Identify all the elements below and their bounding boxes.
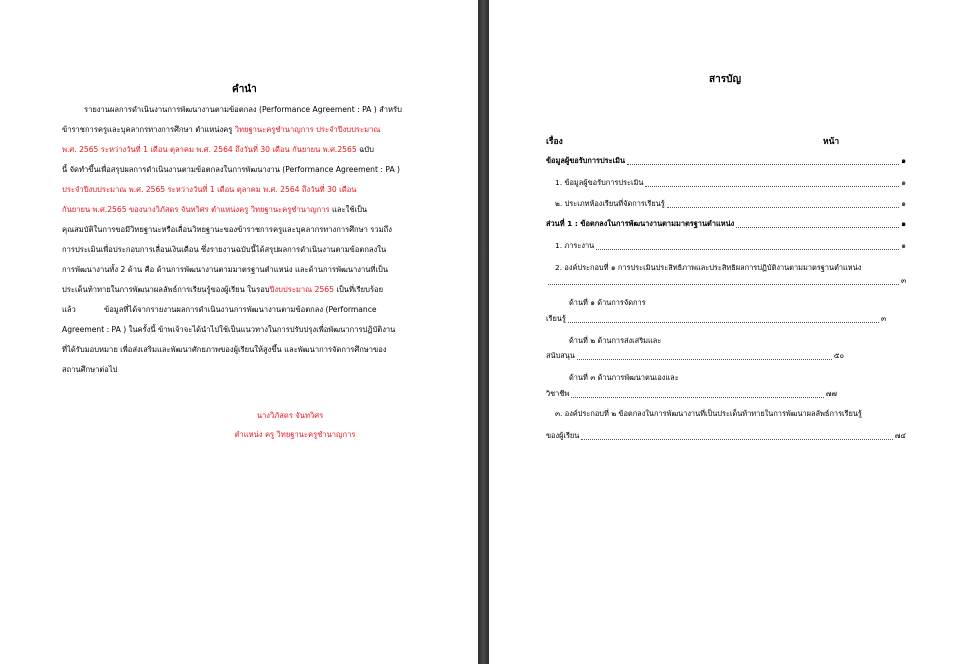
toc-page-number: ๑ <box>901 241 906 250</box>
toc-page <box>489 0 960 664</box>
toc-leader-dots <box>577 358 832 360</box>
toc-leader-dots <box>571 396 824 398</box>
body-text: แล้ว <box>62 305 76 314</box>
body-text: ฉบับ <box>356 145 374 154</box>
preface-title: คำนำ <box>232 84 257 95</box>
toc-sub-self-development-cont[interactable]: วิชาชีพ ๗๗ <box>546 389 837 398</box>
toc-page-number: ๕๐ <box>833 351 844 360</box>
toc-item-label: ๒. ประเภทห้องเรียนที่จัดการเรียนรู้ <box>555 199 665 208</box>
toc-page-number: ๗๔ <box>894 431 906 440</box>
highlight-text: ประจำปีงบประมาณ พ.ศ. 2565 ระหว่างวันที่ 1 เดือน ตุลาคม พ.ศ. 2564 ถึงวันที่ 30 เดือน <box>62 185 357 194</box>
toc-item[interactable] <box>555 177 906 189</box>
preface-paragraph-2 <box>62 300 457 380</box>
toc-item-element-2[interactable]: ๓. องค์ประกอบที่ ๒ ข้อตกลงในการพัฒนางานที่เป็นประเด็นท้าทายในการพัฒนาผลลัพธ์การเรียนรู้ <box>555 409 862 418</box>
preface-line <box>62 260 457 280</box>
toc-leader-dots <box>596 248 899 250</box>
toc-page-number: ๑ <box>901 178 906 187</box>
highlight-text: กันยายน พ.ศ.2565 ของนางวิภัสดร จันทวิศร ตำแหน่งครู วิทยฐานะครูชำนาญการ <box>62 205 330 214</box>
highlight-text: พ.ศ. 2565 ระหว่างวันที่ 1 เดือน ตุลาคม พ.ศ. 2564 ถึงวันที่ 30 เดือน กันยายน พ.ศ.2565 <box>62 145 357 154</box>
toc-page-number: ๓ <box>880 314 886 323</box>
highlight-text: ปีงบประมาณ 2565 <box>269 285 334 294</box>
toc-leader-dots <box>581 438 893 440</box>
preface-page <box>0 0 478 664</box>
toc-leader-dots <box>568 321 879 323</box>
preface-line <box>62 160 457 180</box>
toc-item-label: ส่วนที่ 1 : ข้อตกลงในการพัฒนางานตามมาตรฐานตำแหน่ง <box>546 219 735 228</box>
toc-item-element-1-cont[interactable] <box>546 275 906 287</box>
toc-page-number: ๓ <box>900 276 906 285</box>
toc-leader-dots <box>627 163 899 165</box>
toc-col-topic: เรื่อง <box>546 137 563 147</box>
toc-title: สารบัญ <box>709 74 741 85</box>
preface-line: Agreement : PA ) ในครั้งนี้ ข้าพเจ้าจะได้นำไปใช้เป็นแนวทางในการปรับปรุงเพื่อพัฒนาการปฏิบัติงาน <box>62 325 396 334</box>
body-text: ข้าราชการครูและบุคลากรทางการศึกษา ตำแหน่งครู <box>62 125 235 134</box>
preface-line: ข้อมูลที่ได้จากรายงานผลการดำเนินงานการพัฒนางานตามข้อตกลง (Performance <box>104 305 377 314</box>
toc-sub-learning-cont[interactable]: เรียนรู้ ๓ <box>546 314 886 323</box>
toc-page-number: ๑ <box>901 219 906 228</box>
preface-line <box>62 240 457 260</box>
toc-page-number: ๑ <box>901 156 906 165</box>
highlight-text: วิทยฐานะครูชำนาญการ ประจำปีงบประมาณ <box>234 125 381 134</box>
preface-line <box>62 280 457 300</box>
preface-line <box>62 220 457 240</box>
preface-line <box>62 120 457 140</box>
toc-sub-self-development[interactable]: ด้านที่ ๓ ด้านการพัฒนาตนเองและ <box>569 373 679 382</box>
preface-paragraph-1 <box>62 100 457 320</box>
toc-item-label: 1. ภาระงาน <box>555 241 595 250</box>
body-text: การประเมินเพื่อประกอบการเลื่อนเงินเดือน ซึ่งรายงานฉบับนี้ได้สรุปผลการดำเนินงานตามข้อตกลงใน <box>62 245 387 254</box>
toc-item[interactable] <box>555 198 906 210</box>
body-text: และใช้เป็น <box>329 205 368 214</box>
toc-item-label: ข้อมูลผู้ขอรับการประเมิน <box>546 156 626 165</box>
body-text: คุณสมบัติในการขอมีวิทยฐานะหรือเลื่อนวิทยฐานะของข้าราชการครูและบุคลากรทางการศึกษา รวมถึง <box>62 225 392 234</box>
toc-leader-dots <box>736 226 899 228</box>
toc-sub-support[interactable]: ด้านที่ ๒ ด้านการส่งเสริมและ <box>569 336 662 345</box>
preface-line: สถานศึกษาต่อไป <box>62 365 118 374</box>
toc-item-element-2-cont[interactable]: ของผู้เรียน ๗๔ <box>546 431 906 440</box>
toc-col-page: หน้า <box>823 137 840 147</box>
signature-position: ตำแหน่ง ครู วิทยฐานะครูชำนาญการ <box>234 430 356 439</box>
body-text: เป็นที่เรียบร้อย <box>333 285 384 294</box>
toc-leader-dots <box>645 185 899 187</box>
toc-leader-dots <box>667 206 900 208</box>
toc-sub-learning[interactable]: ด้านที่ ๑ ด้านการจัดการ <box>569 298 646 307</box>
page-gutter <box>478 0 489 664</box>
toc-page-number: ๑ <box>901 199 906 208</box>
toc-item-label: 1. ข้อมูลผู้ขอรับการประเมิน <box>555 178 644 187</box>
signature-name: นางวิภัสดร จันทวิศร <box>256 411 324 420</box>
toc-item[interactable] <box>555 240 906 252</box>
preface-line: ที่ได้รับมอบหมาย เพื่อส่งเสริมและพัฒนาศักยภาพของผู้เรียนให้สูงขึ้น และพัฒนาการจัดการศึกษาของ <box>62 345 387 354</box>
preface-line <box>62 100 457 120</box>
toc-leader-dots <box>548 283 899 285</box>
preface-line <box>62 140 457 160</box>
body-text: นี้ จัดทำขึ้นเพื่อสรุปผลการดำเนินงานตามข้อตกลงในการพัฒนางาน (Performance Agreement : PA ) <box>62 165 401 174</box>
toc-item-element-1[interactable]: 2. องค์ประกอบที่ ๑ การประเมินประสิทธิภาพและประสิทธิผลการปฏิบัติงานตามมาตรฐานตำแหน่ง <box>555 263 862 272</box>
body-text: รายงานผลการดำเนินงานการพัฒนางานตามข้อตกลง (Performance Agreement : PA ) สำหรับ <box>84 105 402 114</box>
toc-item[interactable] <box>546 218 906 230</box>
body-text: การพัฒนางานทั้ง 2 ด้าน คือ ด้านการพัฒนางานตามมาตรฐานตำแหน่ง และด้านการพัฒนางานที่เป็น <box>62 265 389 274</box>
preface-line <box>62 180 457 200</box>
toc-page-number: ๗๗ <box>825 389 837 398</box>
toc-sub-support-cont[interactable]: สนับสนุน ๕๐ <box>546 351 844 360</box>
toc-item[interactable] <box>546 155 906 167</box>
body-text: ประเด็นท้าทายในการพัฒนาผลลัพธ์การเรียนรู้ของผู้เรียน ในรอบ <box>62 285 270 294</box>
preface-line <box>62 200 457 220</box>
